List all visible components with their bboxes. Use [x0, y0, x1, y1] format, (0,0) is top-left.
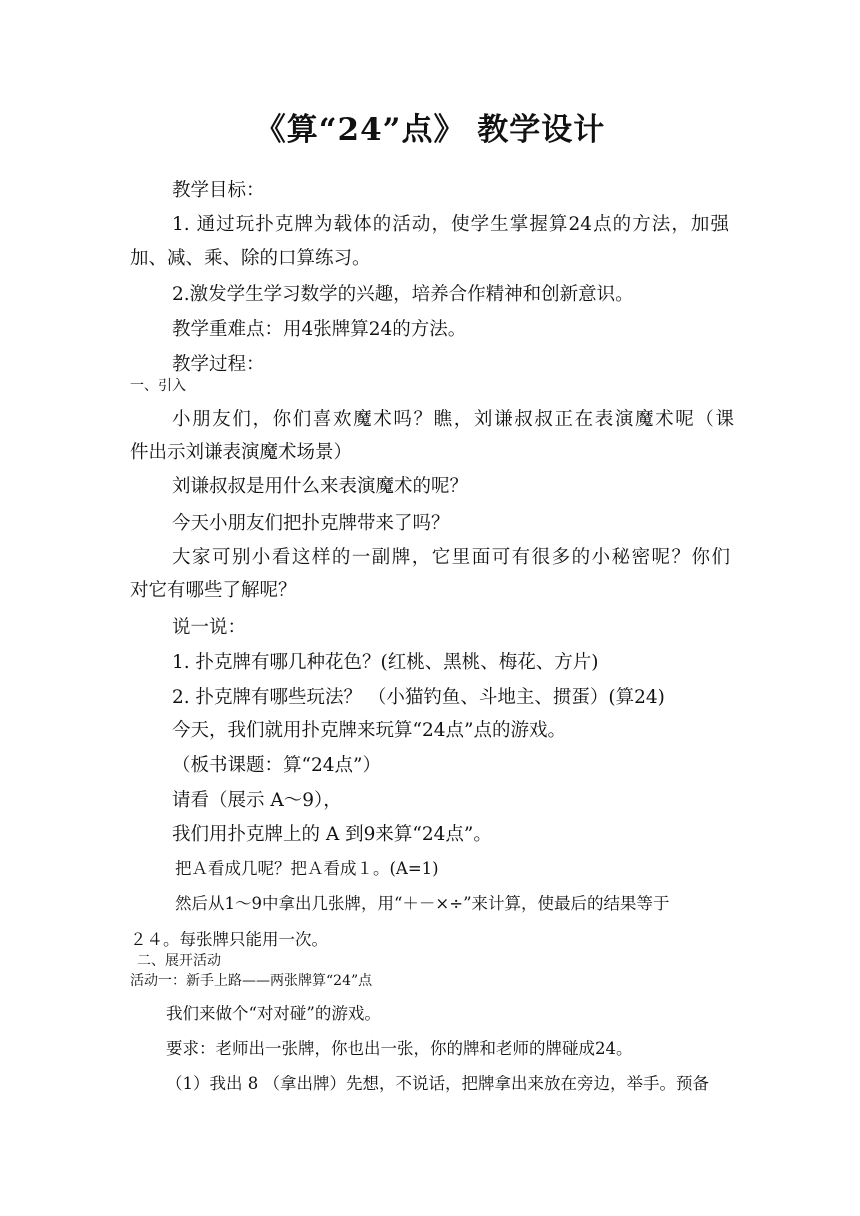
- rule-line-2: ２４。每张牌只能用一次。: [130, 930, 328, 949]
- activity-1-step-1: （1）我出 8 （拿出牌）先想，不说话，把牌拿出来放在旁边，举手。预备: [166, 1074, 709, 1093]
- intro-question-2: 今天小朋友们把扑克牌带来了吗？: [172, 513, 450, 534]
- objectives-heading: 教学目标：: [172, 180, 265, 201]
- board-title-line: （板书课题：算“24点”）: [172, 755, 381, 776]
- section-2-heading: 二、展开活动: [137, 953, 221, 969]
- a-equals-1-line: 把Ａ看成几呢？把Ａ看成１。(A=1): [175, 859, 439, 878]
- activity-1-requirement: 要求：老师出一张牌，你也出一张，你的牌和老师的牌碰成24。: [166, 1039, 633, 1058]
- activity-1-intro: 我们来做个“对对碰”的游戏。: [166, 1004, 381, 1023]
- document-title: 《算“24”点》 教学设计: [254, 112, 606, 148]
- objective-1-line-2: 加、减、乘、除的口算练习。: [130, 248, 371, 269]
- process-heading: 教学过程：: [172, 354, 265, 375]
- key-points: 教学重难点：用4张牌算24的方法。: [172, 319, 467, 340]
- intro-para-1-line-2: 件出示刘谦表演魔术场景）: [130, 442, 353, 463]
- objective-1-line-1: 1. 通过玩扑克牌为载体的活动，使学生掌握算24点的方法，加强: [172, 214, 729, 235]
- intro-para-2-line-1: 大家可别小看这样的一副牌，它里面可有很多的小秘密呢？你们: [172, 547, 730, 568]
- activity-1-heading: 活动一：新手上路——两张牌算“24”点: [130, 973, 373, 989]
- say-item-2: 2. 扑克牌有哪些玩法？ （小猫钓鱼、斗地主、掼蛋）(算24): [172, 687, 665, 708]
- intro-para-2-line-2: 对它有哪些了解呢？: [130, 580, 297, 601]
- objective-2: 2.激发学生学习数学的兴趣，培养合作精神和创新意识。: [172, 284, 634, 305]
- today-line: 今天，我们就用扑克牌来玩算“24点”点的游戏。: [172, 720, 566, 741]
- rule-line-1: 然后从1～9中拿出几张牌，用“＋－×÷”来计算，使最后的结果等于: [175, 894, 670, 913]
- intro-question-1: 刘谦叔叔是用什么来表演魔术的呢？: [172, 476, 469, 497]
- say-heading: 说一说：: [172, 617, 247, 638]
- a-to-9-line: 我们用扑克牌上的 A 到9来算“24点”。: [172, 824, 492, 845]
- intro-para-1-line-1: 小朋友们，你们喜欢魔术吗？瞧，刘谦叔叔正在表演魔术呢（课: [172, 409, 734, 430]
- section-1-heading: 一、引入: [130, 378, 186, 394]
- say-item-1: 1. 扑克牌有哪几种花色？(红桃、黑桃、梅花、方片): [172, 652, 599, 673]
- please-look-line: 请看（展示 A～9），: [172, 790, 342, 811]
